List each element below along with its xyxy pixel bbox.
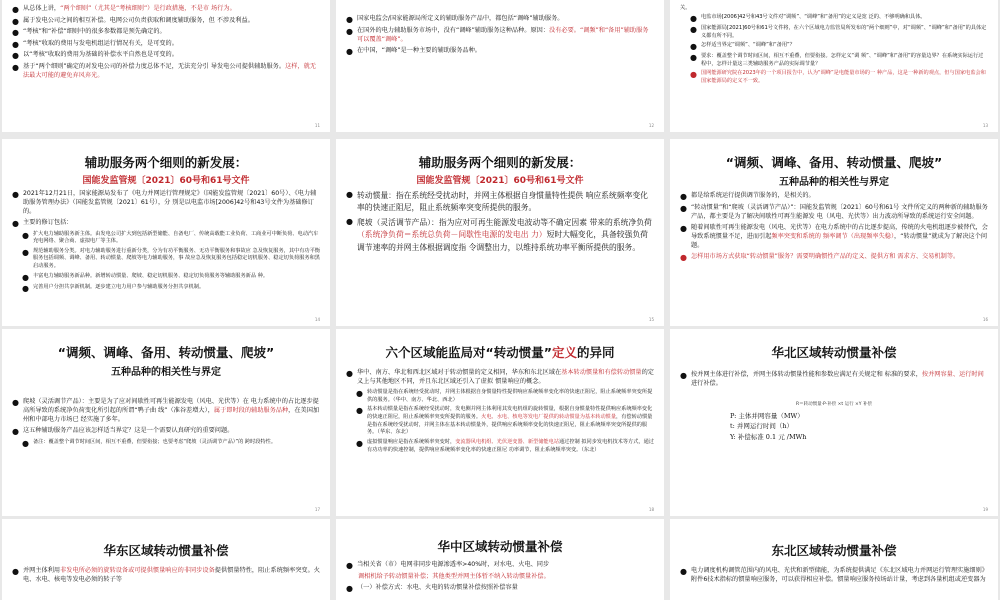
slide-title: “调频、调峰、备用、转动惯量、爬坡” bbox=[725, 155, 943, 170]
slide-15[interactable] bbox=[336, 139, 664, 326]
formula-legend: P: 主体并网容量（MW） t: 并网运行时间（h） Y: 补偿标准 0.1 元 /MWh bbox=[730, 411, 807, 441]
bullet: ● 要求：覆盖整个调节时间区间，相互不重叠，但要衔接。怎样定义“调 频”、“调峰”和“备用”的容量边界？在系统实际运行过程中，怎样计量这三类辅助服务产品的实际调节量？ bbox=[690, 53, 984, 67]
slide-title: 六个区域能监局对“转动惯量”定义的异同 bbox=[385, 345, 615, 360]
slide-13[interactable] bbox=[670, 0, 998, 132]
bullet: ● 怎样用市场方式获取“转动惯量”服务？需要明确惯性产品的定义、提供方和 需求方、交易机制等。 bbox=[680, 252, 960, 262]
slide-22[interactable] bbox=[670, 519, 998, 600]
slide-title: 辅助服务两个细则的新发展： bbox=[418, 155, 582, 170]
bullet: ● 转动惯量：指在系统经受扰动时，并网主体根据自身惯量特性提供 响应系统频率变化率的快速正阻尼，阻止系统频率突变所提供的服务。 bbox=[346, 190, 648, 213]
bullet: ● “考核”和“补偿”细则中的很多参数都是预先确定的。 bbox=[12, 28, 166, 38]
page-number: 15 bbox=[648, 317, 654, 322]
bullet: ● 都是给系统运行提供调节服务的，是相关的。 bbox=[680, 192, 815, 201]
bullet: ● 怎样适当界定“调频”、“调峰”和“备用”？ bbox=[690, 41, 795, 51]
sub-bullet: ● 转动惯量是指在系统经受扰动时，并网主体根据自身惯量特性提供响应系统频率变化率的快速正阻尼，阻止系统频率突变所提供的服务。（华中、南方、华北、西北） bbox=[356, 388, 653, 403]
slide-14[interactable] bbox=[2, 139, 330, 326]
slide-subtitle: 国能发监管规〔2021〕60号和61号文件 bbox=[82, 176, 250, 186]
bullet: ● 2021年12月21日，国家能源局发布了《电力并网运行管理规定》（国能发监管规〔2021〕60号）、《电力辅助服务管理办法》（国能发监管规〔2021〕61号），分 别是以电监市场[2006]42号和43号文件为基础修订的。 bbox=[12, 190, 317, 215]
bullet: ● 基于“两个细则”确定的对发电公司的补偿力度总体不足，无法充分引 导发电公司提供辅助服务。这样，就无法最大可能的避免弃风弃光。 bbox=[12, 62, 316, 79]
slide-title: “调频、调峰、备用、转动惯量、爬坡” bbox=[57, 345, 275, 360]
slide-title: 华中区域转动惯量补偿 bbox=[437, 539, 563, 554]
bullet: ● 当相关省（市）电网非同步电源渗透率>40%时，对水电、火电、同步 bbox=[346, 561, 550, 570]
slide-16[interactable] bbox=[670, 139, 998, 326]
page-number: 11 bbox=[314, 123, 320, 128]
bullet: ● （一）补偿方式：水电、火电的转动惯量补偿按照补偿容量 bbox=[346, 583, 518, 593]
slide-17[interactable] bbox=[2, 329, 330, 516]
bullet: ● 按并网主体进行补偿，并网主体转动惯量性能和参数应满足有关规定和 标准的要求，按并网容量、运行时间进行补偿。 bbox=[680, 371, 984, 387]
bullet: ● 随着间歇性可再生能源发电（风电、光伏等）在电力系统中的占比逐步提高，传统的火电机组逐步被替代，会导致系统惯量不足，进而引起频率突变和系统的 频率调节（出现频率失稳），“转动惯量”就成为了解决这个问题。 bbox=[680, 223, 988, 249]
page-number: 19 bbox=[982, 507, 988, 512]
bullet: ● 在国外的电力辅助服务市场中，没有“调峰”辅助服务这种品种。原因：没有必要。“调频”和“备用”辅助服务可以覆盖“调峰”。 bbox=[346, 26, 649, 43]
sub-bullet: ● 规范辅助服务分类。对电力辅助服务进行重新分类，分为有功平衡服务、无功平衡服务和事故应 急及恢复服务，其中有功平衡服务包括调频、调峰、备用、转动惯量、爬坡等电力辅助服务，事 故应急及恢复服务包括稳定切机服务、稳定切负荷服务和黑启动服务。 bbox=[22, 247, 320, 270]
bullet: ● 华中、南方、华北和西北区域对于转动惯量的定义相同，华东和东北区域在基本转动惯量和有偿转动惯量的定义上与其他地区不同，并且东北区域还引入了虚拟 惯量响应的概念。 bbox=[346, 369, 654, 385]
bullet: ● 电监市场[2006]42号和43号文件对“调频”、“调峰”和“备用”的定义是宽 泛的、不够明确和具体。 bbox=[690, 13, 926, 23]
sub-bullet: ● 丰富电力辅助服务新品种。新增转动惯量、爬坡、稳定切机服务、稳定切负荷服务等辅助服务新品 种。 bbox=[22, 272, 269, 282]
bullet: ● “转动惯量”和“爬坡（灵活调节产品）”：国能发监管规〔2021〕60号和61号 文件所定义的两种新的辅助服务产品，都主要是为了解决间歇性可再生能源发 电（风电、光伏等）出力波动所导致的系统运行安全问题。 bbox=[680, 203, 988, 220]
bullet: ● 在中国，“调峰”是一种主要的辅助服务品种。 bbox=[346, 46, 481, 56]
slide-19[interactable] bbox=[670, 329, 998, 516]
bullet: ● 属于发电公司之间的相互补偿。电网公司负责获取和调度辅助服务，但 不涉及利益。 bbox=[12, 16, 254, 26]
formula-caption: R＝转动惯量·P·补偿 ×t 运行 ×Y 补偿 bbox=[796, 401, 872, 407]
page-number: 18 bbox=[648, 507, 654, 512]
page-number: 17 bbox=[314, 507, 320, 512]
bullet: ● 国网能源研究院在2023年的一个项目报告中，认为“调峰”是电能量市场的一 种产品，这是一种新的观点，但与国家电监会和国家能源局的定义不一致。 bbox=[690, 70, 986, 84]
text-line: 调相机给予转动惯量补偿；其他类型并网主体暂不纳入转动惯量补偿。 bbox=[358, 572, 550, 580]
slide-11[interactable] bbox=[2, 0, 330, 132]
slide-title: 东北区域转动惯量补偿 bbox=[771, 543, 897, 558]
bullet: ● 并网主体利用非发电所必须的旋转设备或可提供惯量响应的非同步设备提供惯量特性，阻止系统频率突变。火电、水电、核电等发电必须的转子等 bbox=[12, 567, 320, 583]
bullet: ● 国家电监会/国家能源局所定义的辅助服务产品中，都包括“调峰”辅助服务。 bbox=[346, 15, 564, 24]
slide-title: 华东区域转动惯量补偿 bbox=[103, 543, 229, 558]
slide-title: 辅助服务两个细则的新发展： bbox=[84, 155, 248, 170]
slide-18[interactable] bbox=[336, 329, 664, 516]
slide-20[interactable] bbox=[2, 519, 330, 600]
sub-bullet: ● 扩大电力辅助服务新主体。由发电公司扩大到包括新型储能、自备电厂、传统高载能工业负荷、工商业可中断负荷、电动汽车充电网络、聚合商、虚拟电厂等主体。 bbox=[22, 230, 319, 245]
sub-bullet: ● 完善用户分担共享新机制。逐步建立电力用户参与辅助服务分担共享机制。 bbox=[22, 283, 205, 293]
bullet: ● “考核”收取的费用与发电机组运行情况有关，是可变的。 bbox=[12, 39, 178, 49]
slide-21[interactable] bbox=[336, 519, 664, 600]
sub-bullet: ● 虚拟惯量响应是指在系统频率突变时，变流器风电机组、光伏逆变器、新型储能电站通过控制 拟同步发电机技术等方式，通过有功功率的快速控制，提供响应系统频率变化率的快速正阻尼 功率调节，阻止系统频率突变。（东北） bbox=[356, 438, 654, 453]
bullet: ● 主要的修订包括： bbox=[12, 218, 73, 228]
slide-12[interactable] bbox=[336, 0, 664, 132]
page-number: 13 bbox=[982, 123, 988, 128]
bullet: ● 电力调度机构调管范围内的风电、光伏和新型储能，为系统提供满足《东北区域电力并网运行管理实施细则》附件6技术指标的惯量响应服务，可以获得相应补偿。惯量响应服务按场站计量，考虑到各量机组或逆变器为 bbox=[680, 567, 988, 583]
slide-subtitle: 五种品种的相关性与界定 bbox=[779, 177, 889, 188]
page-number: 14 bbox=[314, 317, 320, 322]
slide-subtitle: 五种品种的相关性与界定 bbox=[111, 367, 221, 378]
bullet: ● 从总体上讲，“两个细则”（尤其是“考核细则”）是行政措施，不是市 场行为。 bbox=[12, 5, 236, 14]
bullet: ● 这五种辅助服务产品应该怎样适当界定？这是一个需要认真研究的重要问题。 bbox=[12, 426, 234, 436]
bullet: ● 爬坡（灵活调节产品）：主要是为了应对间歇性可再生能源发电（风电、光伏等）在 电力系统中的占比逐步提高所导致的系统净负荷变化所引起的所谓“鸭子曲 线”（准谷差增大），属于即时段的辅助服务品种，在美国加州和中部电力市场已 经实施了多年。 bbox=[12, 398, 320, 423]
slide-title: 华北区域转动惯量补偿 bbox=[771, 345, 897, 360]
bullet: ● 国家能源局[2021]60号和61号文件将，在六个区域电力监管局所发布的“两个细则”中，对“调频”、“调峰”和“备用”的具体定义都有所不同。 bbox=[690, 24, 987, 39]
page-number: 12 bbox=[648, 123, 654, 128]
slide-subtitle: 国能发监管规〔2021〕60号和61号文件 bbox=[416, 176, 584, 186]
sub-bullet: ● 备注：覆盖整个调节时间区间，相互不重叠，但要衔接；也要考虑“爬坡（灵活调节产品）”的 跨时段特性。 bbox=[22, 438, 277, 448]
page-number: 16 bbox=[982, 317, 988, 322]
text-line: 关。 bbox=[680, 4, 691, 11]
bullet: ● 爬坡（灵活调节产品）：指为应对可再生能源发电波动等不确定因素 带来的系统净负荷（系统净负荷＝系统总负荷－间歇性电源的发电出 力）短时大幅变化，具备较强负荷调节速率的并网主体根据调度指 令调整出力，以维持系统功率平衡所提供的服务。 bbox=[346, 216, 652, 252]
sub-bullet: ● 基本转动惯量是指在系统经受扰动时，发电侧并网主体利用其发电机组的旋转惯量，根据自身惯量特性提供响应系统频率变化的快速正阻尼，阻止系统频率突变所提供的服务。火电、水电、核电等发电厂提供的转动惯量为基本转动惯量，有偿转动惯量是指在系统经受扰动时，并网主体在基本转动惯量外，提供响应系统频率变化的快速正阻尼，阻止系统频率突变所提供的服务。（华东、东北） bbox=[356, 406, 653, 436]
bullet: ● 以“考核”收取的费用为基础的补偿水平自然也是可变的。 bbox=[12, 51, 178, 61]
